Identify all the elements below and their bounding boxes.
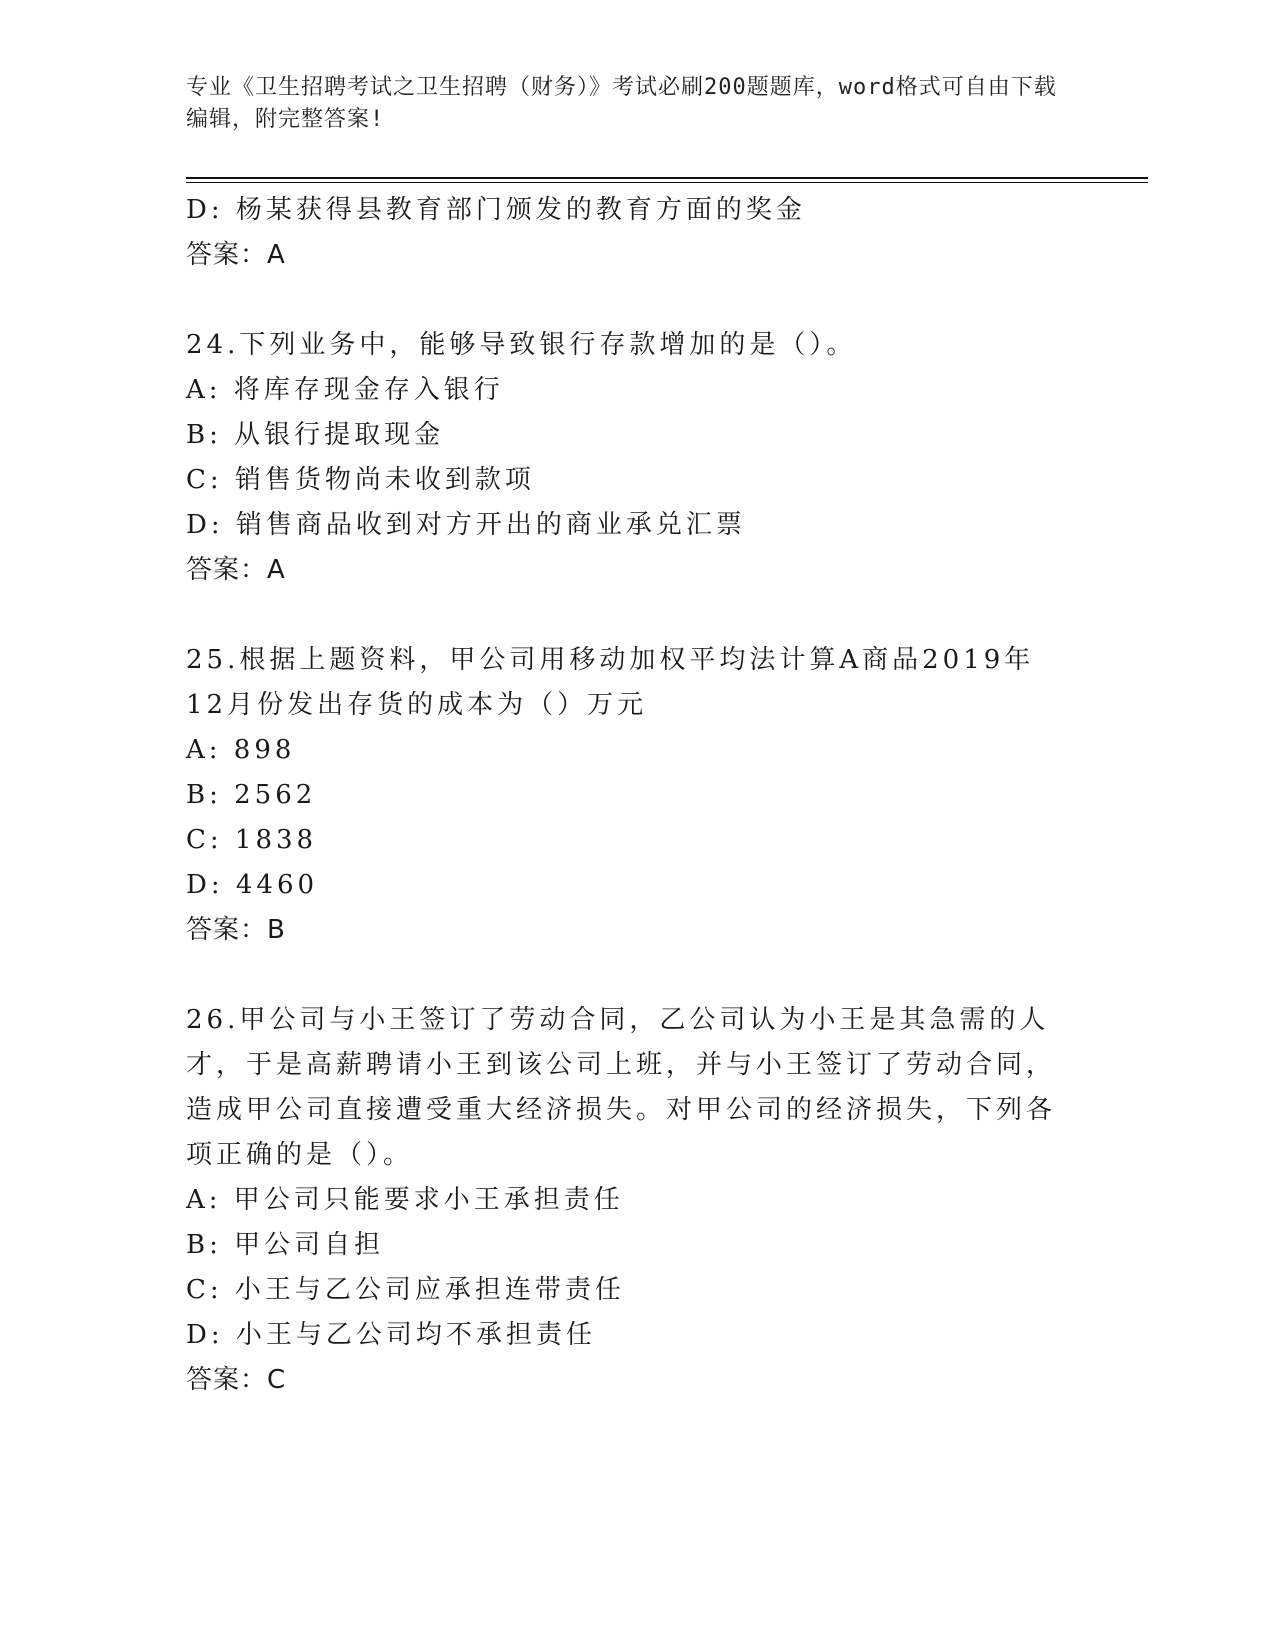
header-divider-thick [186, 177, 1148, 179]
header-divider-thin [186, 182, 1148, 183]
question-stem: 25.根据上题资料，甲公司用移动加权平均法计算A商品2019年12月份发出存货的成本为（）万元 [186, 645, 1035, 720]
option-d: D: 销售商品收到对方开出的商业承兑汇票 [186, 510, 746, 540]
option-a: A: 将库存现金存入银行 [186, 375, 504, 405]
option-c: C: 1838 [186, 825, 318, 855]
question-list [186, 188, 1066, 1403]
option-a: A: 甲公司只能要求小王承担责任 [186, 1185, 624, 1215]
question-block [186, 188, 1066, 278]
document-header: 专业《卫生招聘考试之卫生招聘（财务）》考试必刷200题题库，word格式可自由下载编辑，附完整答案! [186, 75, 1057, 132]
question-block [186, 998, 1066, 1403]
question-block [186, 323, 1066, 593]
answer-line: 答案：B [186, 915, 286, 945]
option-b: B: 2562 [186, 780, 317, 810]
option-d: D: 小王与乙公司均不承担责任 [186, 1320, 596, 1350]
option-c: C: 销售货物尚未收到款项 [186, 465, 535, 495]
answer-line: 答案：A [186, 240, 286, 270]
question-stem: 26.甲公司与小王签订了劳动合同，乙公司认为小王是其急需的人才，于是高薪聘请小王到该公司上班，并与小王签订了劳动合同，造成甲公司直接遭受重大经济损失。对甲公司的经济损失，下列各项正确的是（）。 [186, 1005, 1057, 1170]
option-d: D: 杨某获得县教育部门颁发的教育方面的奖金 [186, 195, 806, 225]
answer-line: 答案：A [186, 555, 286, 585]
spacer [186, 278, 1066, 323]
spacer [186, 953, 1066, 998]
answer-line: 答案：C [186, 1365, 287, 1395]
question-stem: 24.下列业务中，能够导致银行存款增加的是（）。 [186, 330, 857, 360]
spacer [186, 593, 1066, 638]
option-b: B: 从银行提取现金 [186, 420, 445, 450]
option-d: D: 4460 [186, 870, 319, 900]
option-b: B: 甲公司自担 [186, 1230, 385, 1260]
option-a: A: 898 [186, 735, 296, 765]
option-c: C: 小王与乙公司应承担连带责任 [186, 1275, 625, 1305]
question-block [186, 638, 1066, 953]
